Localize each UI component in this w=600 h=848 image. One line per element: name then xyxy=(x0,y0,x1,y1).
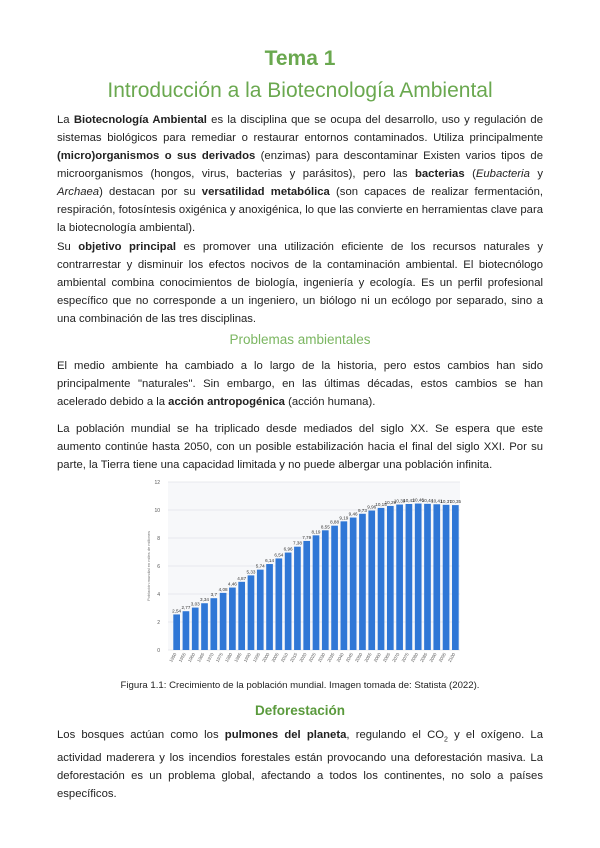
bar-value-label: 10,44 xyxy=(421,497,434,503)
bar xyxy=(415,504,422,650)
bar xyxy=(322,530,329,650)
x-tick-label: 2075 xyxy=(400,652,410,663)
bar xyxy=(248,575,255,650)
bar-value-label: 8,19 xyxy=(311,529,321,535)
x-tick-label: 2065 xyxy=(381,652,392,663)
figure-caption: Figura 1.1: Crecimiento de la población mundial. Imagen tomada de: Statista (2022). xyxy=(120,680,480,691)
bar xyxy=(378,508,385,650)
bar xyxy=(183,611,190,650)
bar-value-label: 2,54 xyxy=(172,608,182,614)
y-tick-label: 12 xyxy=(154,480,160,486)
bar-value-label: 8,88 xyxy=(330,519,340,525)
deforestation-paragraph: Los bosques actúan como los pulmones del planeta, regulando el $CO_2$ y el oxígeno. La actividad maderera y los incendios forestales están provocando una deforestación masiva. La deforestación es un problema global, afectando a todos los continentes, no solo a países específicos. xyxy=(57,729,543,801)
x-tick-label: 1995 xyxy=(251,652,262,663)
x-tick-label: 1960 xyxy=(186,652,197,663)
bar-value-label: 8,55 xyxy=(320,524,330,530)
y-tick-label: 8 xyxy=(157,536,160,542)
y-tick-label: 10 xyxy=(154,508,160,514)
bar-value-label: 4,87 xyxy=(237,575,247,581)
x-tick-label: 1955 xyxy=(177,652,187,663)
bar-value-label: 6,14 xyxy=(265,558,275,564)
bar-value-label: 10,46 xyxy=(412,497,424,503)
bar-value-label: 2,77 xyxy=(181,605,191,611)
bar xyxy=(350,518,357,650)
y-tick-label: 2 xyxy=(157,620,160,626)
x-tick-label: 2060 xyxy=(372,652,382,663)
bar-value-label: 3,7 xyxy=(210,592,218,598)
bar xyxy=(331,526,338,650)
bar-value-label: 6,54 xyxy=(274,552,284,558)
y-tick-label: 4 xyxy=(157,592,160,598)
bar-value-label: 9,73 xyxy=(357,507,367,513)
bar xyxy=(443,505,450,650)
bar-value-label: 4,08 xyxy=(218,586,228,592)
bar-value-label: 10,37 xyxy=(440,498,452,504)
bar xyxy=(266,564,273,650)
bar xyxy=(313,535,320,650)
bar xyxy=(359,514,366,650)
bar xyxy=(238,582,245,650)
bar xyxy=(303,541,310,650)
bar-value-label: 9,19 xyxy=(339,515,349,521)
population-bar-chart xyxy=(142,474,464,674)
bar xyxy=(341,521,348,650)
bar xyxy=(192,608,199,650)
x-tick-label: 1985 xyxy=(233,652,243,663)
intro-paragraph: La Biotecnología Ambiental es la disciplina que se ocupa del desarrollo, uso y regulación de sistemas biológicos para remediar o restaurar entornos contaminados. Utiliza principalmente (micro)organismos o sus derivados (enzimas) para descontaminar Existen varios tipos de microorganismos (hongos, virus, bacterias y parásitos), pero las bacterias (Eubacteria y Archaea) destacan por su versatilidad metabólica (son capaces de realizar fermentación, respiración, fotosíntesis oxigénica y anoxigénica, lo que las convierte en herramientas clave para la biotecnología ambiental). xyxy=(57,114,543,234)
bar xyxy=(173,614,180,650)
bar-value-label: 5,33 xyxy=(246,569,256,575)
x-tick-label: 2025 xyxy=(307,652,317,663)
x-tick-label: 1970 xyxy=(205,652,215,663)
section-heading-problems: Problemas ambientales xyxy=(229,332,371,347)
bar xyxy=(452,505,459,650)
bar xyxy=(424,504,431,650)
x-tick-label: 2000 xyxy=(261,652,271,663)
x-tick-label: 1950 xyxy=(168,652,178,663)
y-tick-label: 0 xyxy=(157,648,160,654)
bar-value-label: 10,35 xyxy=(449,499,462,505)
x-tick-label: 1965 xyxy=(196,652,206,663)
x-tick-label: 1990 xyxy=(242,652,252,663)
x-tick-label: 1980 xyxy=(224,652,234,663)
x-tick-label: 2050 xyxy=(354,652,364,663)
environment-paragraph: El medio ambiente ha cambiado a lo largo de la historia, pero estos cambios han sido principalmente "naturales". Sin embargo, en las últimas décadas, estos cambios se han acelerado debido a la acción antropogénica (acción humana). xyxy=(57,360,543,408)
bar xyxy=(368,511,375,650)
bar-value-label: 4,46 xyxy=(227,581,237,587)
bar xyxy=(220,593,227,650)
bar-value-label: 7,79 xyxy=(302,534,312,540)
page-subtitle: Introducción a la Biotecnología Ambiental xyxy=(107,79,493,102)
x-tick-label: 2040 xyxy=(335,652,345,663)
bar xyxy=(201,603,208,650)
x-tick-label: 2085 xyxy=(419,652,429,663)
bar xyxy=(210,598,217,650)
objective-paragraph: Su objetivo principal es promover una utilización eficiente de los recursos naturales y contrarrestar y disminuir los efectos nocivos de la contaminación ambiental. El biotecnólogo ambiental combina conocimientos de biología, ingeniería y ecología. Es un perfil profesional específico que no corresponde a un ingeniero, un biólogo ni un ecólogo por separado, sino a una combinación de las tres disciplinas. xyxy=(57,241,543,325)
bar-value-label: 3,03 xyxy=(190,601,200,607)
bar xyxy=(275,558,282,650)
bar-value-label: 6,96 xyxy=(283,546,293,552)
x-tick-label: 2015 xyxy=(289,652,299,663)
bar-value-label: 10,15 xyxy=(375,501,387,507)
bar xyxy=(433,504,440,650)
x-tick-label: 2020 xyxy=(298,652,308,663)
bar-value-label: 10,41 xyxy=(431,498,443,504)
bar-value-label: 5,74 xyxy=(255,563,265,569)
y-tick-label: 6 xyxy=(157,564,160,570)
x-tick-label: 2070 xyxy=(391,652,401,663)
bar xyxy=(257,570,264,650)
x-tick-label: 2010 xyxy=(279,652,289,663)
bar-value-label: 9,46 xyxy=(348,511,358,517)
bar xyxy=(387,506,394,650)
bar xyxy=(396,505,403,650)
x-tick-label: 2030 xyxy=(316,652,327,663)
bar xyxy=(285,553,292,650)
section-heading-deforestation: Deforestación xyxy=(254,703,346,718)
bar-value-label: 10,43 xyxy=(403,497,415,503)
x-tick-label: 2090 xyxy=(428,652,438,663)
x-tick-label: 2035 xyxy=(326,652,336,663)
y-axis-label: Población mundial en miles de millones xyxy=(146,530,151,602)
bar-value-label: 10,39 xyxy=(393,498,406,504)
x-tick-label: 2095 xyxy=(437,652,447,663)
bar-value-label: 7,38 xyxy=(292,540,302,546)
bar xyxy=(406,504,413,650)
bar-value-label: 3,34 xyxy=(200,597,209,603)
x-tick-label: 2055 xyxy=(363,652,373,663)
x-tick-label: 1975 xyxy=(214,652,224,663)
x-tick-label: 2080 xyxy=(409,652,420,663)
population-paragraph: La población mundial se ha triplicado desde mediados del siglo XX. Se espera que este aumento continúe hasta 2050, con un posible estabilización hacia el final del siglo XXI. Por su parte, la Tierra tiene una capacidad limitada y no puede albergar una población infinita. xyxy=(57,423,543,471)
bar-value-label: 9,96 xyxy=(367,504,377,510)
bar xyxy=(294,547,301,650)
x-tick-label: 2100 xyxy=(447,652,457,663)
x-tick-label: 2045 xyxy=(344,652,355,663)
x-tick-label: 2005 xyxy=(270,652,280,663)
bar xyxy=(229,588,236,650)
bar-value-label: 10,29 xyxy=(384,499,397,505)
page-title: Tema 1 xyxy=(264,47,336,70)
